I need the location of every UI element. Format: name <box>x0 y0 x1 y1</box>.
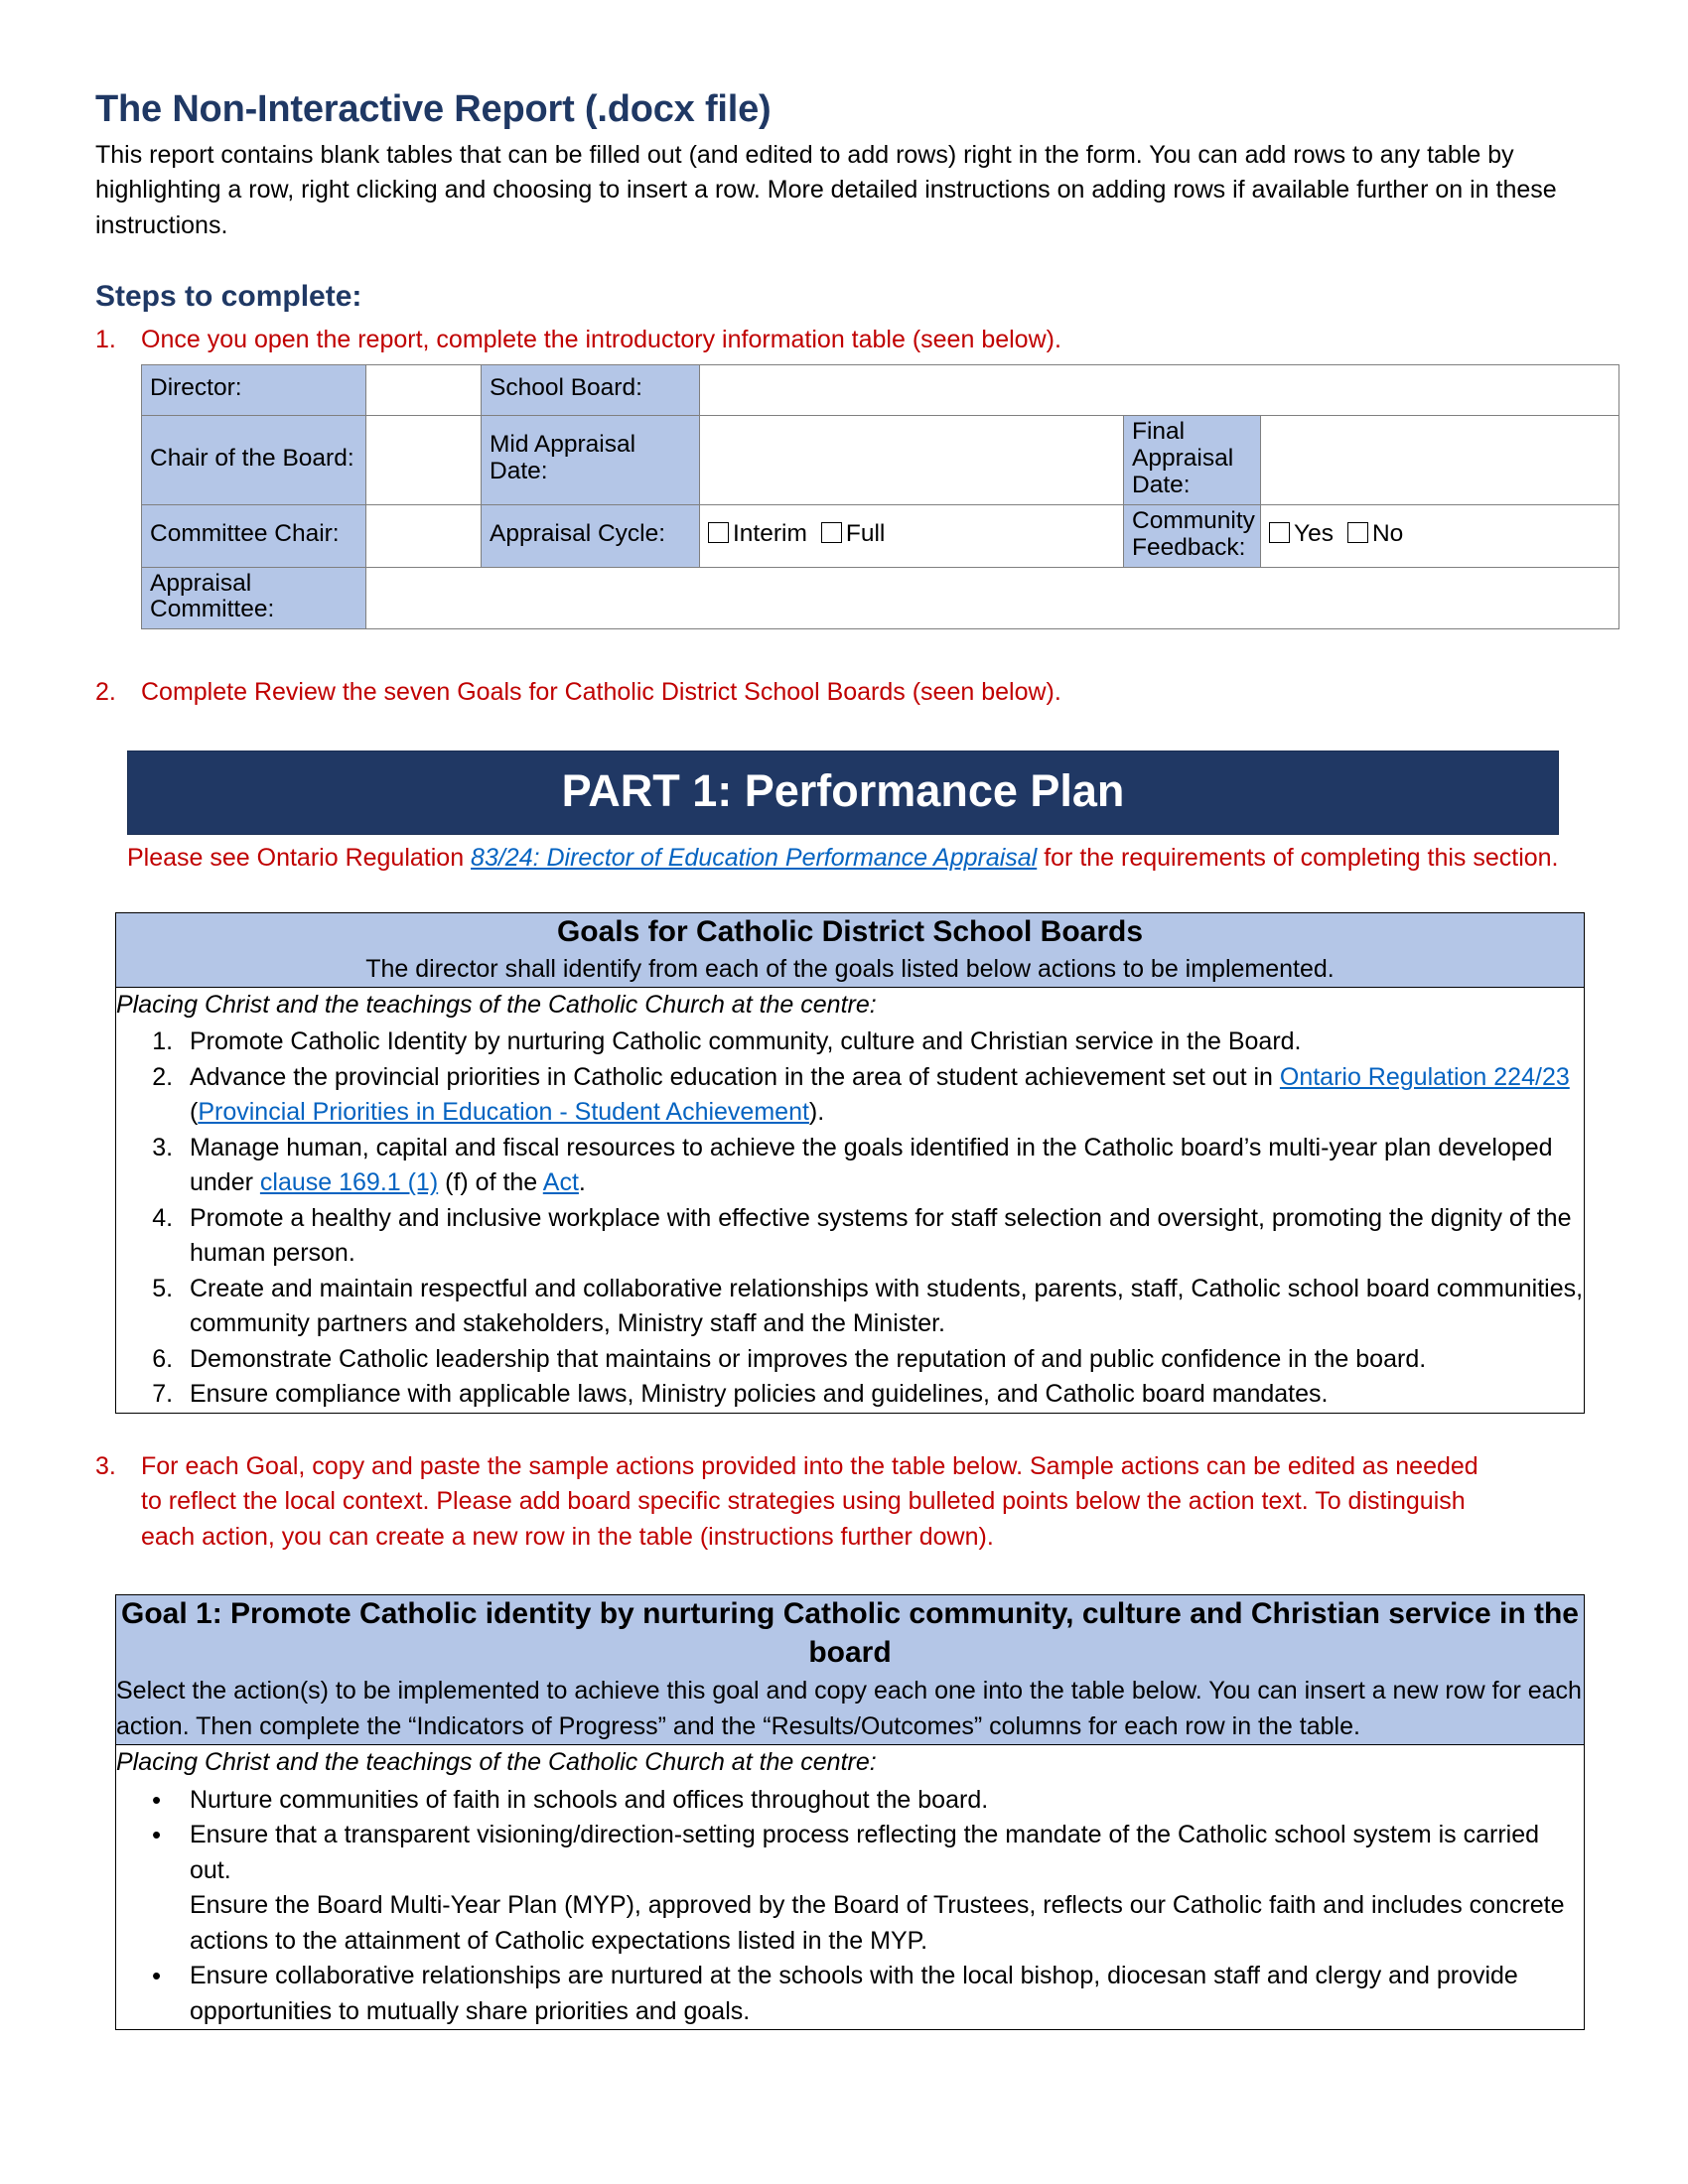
table-row <box>142 415 1619 504</box>
cell-appraisal-committee-label: Appraisal Committee: <box>142 567 366 629</box>
page-title: The Non-Interactive Report (.docx file) <box>95 88 772 130</box>
list-item: 4. Promote a healthy and inclusive workplace with effective systems for staff selection and oversight, promoting the dignity of the human person. <box>180 1201 1584 1272</box>
cell-mid-appraisal-value[interactable] <box>700 415 1124 504</box>
goals-lead-text: Placing Christ and the teachings of the Catholic Church at the centre: <box>116 990 877 1019</box>
step-item-2 <box>95 675 1617 711</box>
goal3-text-before: Manage human, capital and fiscal resources to achieve the goals identified in the Catholic board’s multi-year plan developed under <box>190 1133 1553 1197</box>
goal-1-header-cell <box>116 1595 1585 1745</box>
cell-final-appraisal-value[interactable] <box>1261 415 1619 504</box>
introductory-information-table <box>141 364 1619 630</box>
act-link[interactable]: Act <box>542 1168 579 1197</box>
step-number: 2. <box>95 678 116 707</box>
step-text: Once you open the report, complete the introductory information table (seen below). <box>141 326 1061 354</box>
label-no: No <box>1371 520 1404 548</box>
table-row <box>142 364 1619 415</box>
part1-banner: PART 1: Performance Plan <box>127 751 1559 835</box>
table-row <box>116 1745 1585 2030</box>
goal-1-body-cell <box>116 1745 1585 2030</box>
list-item <box>180 1060 1584 1131</box>
goals-table-body-cell <box>116 987 1585 1413</box>
regulation-note <box>127 841 1567 877</box>
label-full: Full <box>845 520 886 548</box>
cell-chair-label: Chair of the Board: <box>142 415 366 504</box>
label-yes: Yes <box>1294 520 1334 548</box>
list-item: 7. Ensure compliance with applicable laws, Ministry policies and guidelines, and Catholic board mandates. <box>180 1377 1584 1413</box>
cell-community-feedback-label: Community Feedback: <box>1124 504 1261 567</box>
regulation-note-prefix: Please see Ontario Regulation <box>127 844 472 873</box>
step-text: For each Goal, copy and paste the sample actions provided into the table below. Sample actions can be edited as needed to reflect the local context. Please add board specific strategies using bulleted points below the action text. To distinguish each action, you can create a new row in the table (instructions further down). <box>141 1451 1478 1551</box>
goals-list <box>116 1024 1584 1413</box>
clause-169-link[interactable]: clause 169.1 (1) <box>259 1168 439 1197</box>
goal-1-lead-text: Placing Christ and the teachings of the Catholic Church at the centre: <box>116 1748 877 1777</box>
cell-director-label: Director: <box>142 364 366 415</box>
cell-appraisal-committee-value[interactable] <box>366 567 1619 629</box>
cell-appraisal-cycle-options <box>700 504 1124 567</box>
goal3-text-after: . <box>578 1168 586 1197</box>
checkbox-yes[interactable] <box>1269 522 1290 543</box>
cell-director-value[interactable] <box>366 364 482 415</box>
intro-paragraph: This report contains blank tables that can be filled out (and edited to add rows) right in the form. You can add rows to any table by highlighting a row, right clicking and choosing to insert a row. More detailed instructions on adding rows if available further on in these instructions. <box>95 140 1557 239</box>
cell-school-board-label: School Board: <box>482 364 700 415</box>
goal2-text-mid: ( <box>190 1098 199 1127</box>
list-item: • Nurture communities of faith in schools and offices throughout the board. <box>180 1783 1584 1819</box>
checkbox-no[interactable] <box>1347 522 1368 543</box>
table-row <box>116 987 1585 1413</box>
goal-1-title: Goal 1: Promote Catholic identity by nurturing Catholic community, culture and Christian service in the board <box>121 1597 1579 1669</box>
table-row <box>116 912 1585 987</box>
list-item <box>180 1131 1584 1201</box>
cell-mid-appraisal-label: Mid Appraisal Date: <box>482 415 700 504</box>
cell-committee-chair-value[interactable] <box>366 504 482 567</box>
step-item-3 <box>95 1449 1485 1556</box>
cell-community-feedback-options <box>1261 504 1619 567</box>
goal2-text-before: Advance the provincial priorities in Catholic education in the area of student achievement set out in <box>190 1062 1280 1091</box>
regulation-link[interactable]: 83/24: Director of Education Performance Appraisal <box>471 844 1038 873</box>
regulation-note-suffix: for the requirements of completing this section. <box>1037 844 1559 873</box>
cell-chair-value[interactable] <box>366 415 482 504</box>
goals-table <box>115 912 1585 1414</box>
cell-school-board-value[interactable] <box>700 364 1619 415</box>
table-row <box>142 567 1619 629</box>
step-number: 3. <box>95 1451 116 1480</box>
goals-table-subheading: The director shall identify from each of the goals listed below actions to be implemented. <box>365 955 1335 984</box>
label-interim: Interim <box>733 520 807 548</box>
checkbox-full[interactable] <box>821 522 842 543</box>
list-item: • Ensure that a transparent visioning/direction-setting process reflecting the mandate of the Catholic school system is carried out. <box>180 1818 1584 1888</box>
list-item: Ensure the Board Multi-Year Plan (MYP), approved by the Board of Trustees, reflects our Catholic faith and includes concrete actions to the attainment of Catholic expectations listed in the MYP. <box>190 1891 1565 1955</box>
table-row <box>142 504 1619 567</box>
list-item: 6. Demonstrate Catholic leadership that maintains or improves the reputation of and public confidence in the board. <box>180 1342 1584 1378</box>
step-text: Complete Review the seven Goals for Catholic District School Boards (seen below). <box>141 678 1061 707</box>
steps-heading: Steps to complete: <box>95 280 362 314</box>
step-item-1 <box>95 323 1617 358</box>
ontario-regulation-224-23-link[interactable]: Ontario Regulation 224/23 <box>1279 1062 1570 1091</box>
goal-1-description: Select the action(s) to be implemented to achieve this goal and copy each one into the table below. You can insert a new row for each action. Then complete the “Indicators of Progress” and the “Results/Outcomes” columns for each row in the table. <box>116 1677 1582 1740</box>
goals-table-header-cell <box>116 912 1585 987</box>
cell-final-appraisal-label: Final Appraisal Date: <box>1124 415 1261 504</box>
list-item: 1. Promote Catholic Identity by nurturing Catholic community, culture and Christian service in the Board. <box>180 1024 1584 1060</box>
step-number: 1. <box>95 326 116 354</box>
list-item: 5. Create and maintain respectful and collaborative relationships with students, parents, staff, Catholic school board communities, community partners and stakeholders, Ministry staff and the Minister. <box>180 1272 1584 1342</box>
table-row <box>116 1595 1585 1745</box>
goal-1-table <box>115 1594 1585 2030</box>
goal-1-action-list <box>116 1783 1584 2030</box>
checkbox-interim[interactable] <box>708 522 729 543</box>
goal3-text-mid: (f) of the <box>438 1168 543 1197</box>
list-item: • Ensure collaborative relationships are nurtured at the schools with the local bishop, diocesan staff and clergy and provide opportunities to mutually share priorities and goals. <box>180 1959 1584 2029</box>
provincial-priorities-link[interactable]: Provincial Priorities in Education - Student Achievement <box>198 1098 809 1127</box>
goal2-text-after: ). <box>808 1098 825 1127</box>
cell-committee-chair-label: Committee Chair: <box>142 504 366 567</box>
cell-appraisal-cycle-label: Appraisal Cycle: <box>482 504 700 567</box>
goals-table-heading: Goals for Catholic District School Boards <box>556 914 1144 948</box>
